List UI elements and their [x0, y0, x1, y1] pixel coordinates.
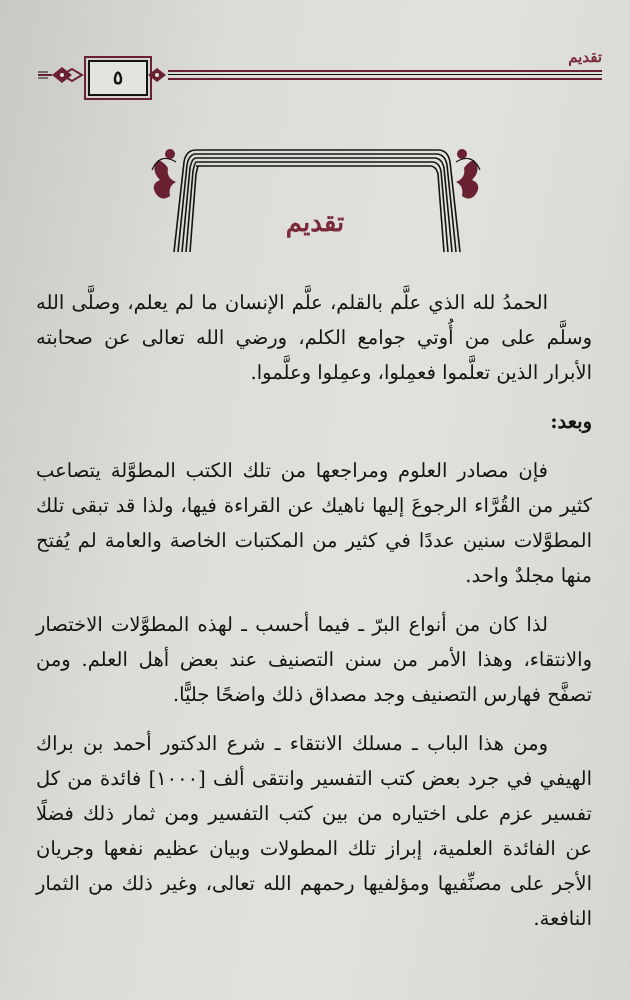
paragraph: فإن مصادر العلوم ومراجعها من تلك الكتب المطوَّلة يتصاعب كثير من القُرَّاء الرجوعَ إليها ناهيك عن القراءة فيها، ولذا قد تبقى تلك المطوَّلات سنين عددًا في كثير من المكتبات الخاصة والعامة لم يُفتح منها مجلدٌ واحد. — [36, 459, 592, 587]
page-number: ٥ — [88, 60, 148, 96]
header-rule — [168, 70, 602, 82]
header-ornament-right-icon — [146, 64, 168, 86]
title-banner-ornament — [148, 140, 484, 260]
paragraph: الحمدُ لله الذي علَّم بالقلم، علَّم الإنسان ما لم يعلم، وصلَّى الله وسلَّم على من أُوتي جوامع الكلم، ورضي الله تعالى عن صحابته الأبرار الذين تعلَّموا فعمِلوا، وعمِلوا وعلَّموا. — [36, 291, 592, 384]
section-opener: وبعد: — [550, 410, 592, 433]
header-ornament-left-icon — [38, 64, 84, 86]
body-text — [36, 285, 592, 936]
chapter-title: تقديم — [285, 208, 345, 238]
paragraph: لذا كان من أنواع البرّ ـ فيما أحسب ـ لهذه المطوَّلات الاختصار والانتقاء، وهذا الأمر من سنن التصنيف عند بعض أهل العلم. ومن تصفَّح فهارس التصنيف وجد مصداق ذلك واضحًا جليًّا. — [36, 613, 592, 706]
running-title: تقديم — [568, 48, 602, 66]
paragraph: ومن هذا الباب ـ مسلك الانتقاء ـ شرع الدكتور أحمد بن براك الهيفي في جرد بعض كتب التفسير وانتقى ألف [١٠٠٠] فائدة من كل تفسير عزم على اختياره من بين كتب التفسير ومن ثمار ذلك فضلًا عن الفائدة العلمية، إبراز تلك المطولات وبيان عظيم نفعها وجريان الأجر على مصنِّفيها ومؤلفيها رحمهم الله تعالى، وغير ذلك من الثمار النافعة. — [36, 732, 592, 930]
